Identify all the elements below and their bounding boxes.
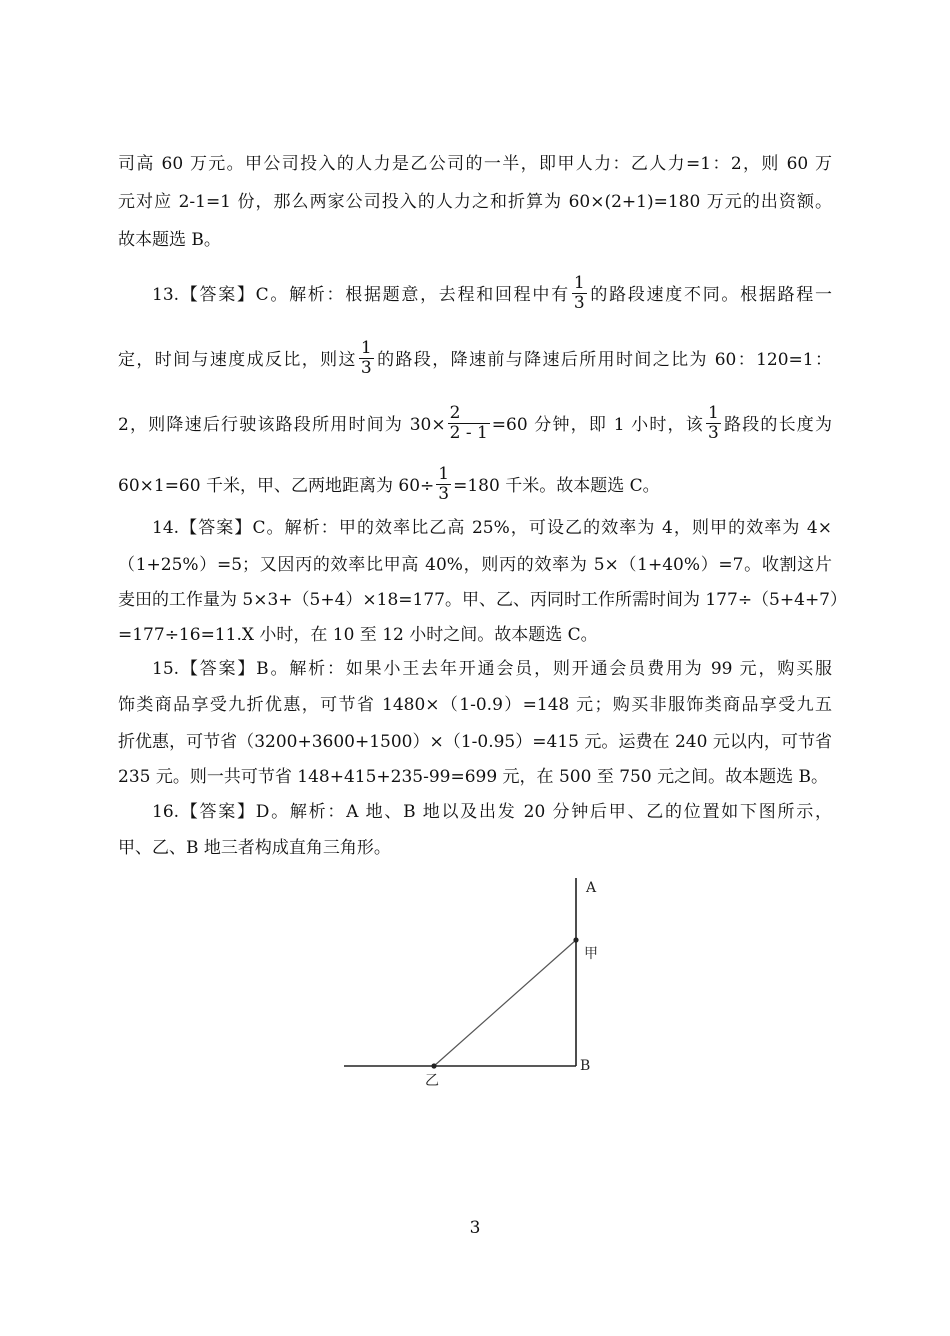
- text-segment: 13.【答案】C。解析：根据题意，去程和回程中有: [152, 285, 570, 305]
- text-segment: =180 千米。故本题选 C。: [453, 476, 660, 496]
- fraction-one-third: $\frac{1}{3}$: [438, 464, 450, 504]
- text-line: （1+25%）=5；又因丙的效率比甲高 40%，则丙的效率为 5×（1+40%）=7。收割这片: [118, 555, 832, 575]
- text-segment: 的路段，降速前与降速后所用时间之比为 60：120=1：: [375, 350, 832, 370]
- text-line: 元对应 2-1=1 份，那么两家公司投入的人力之和折算为 60×(2+1)=180 万元的出资额。: [118, 192, 832, 212]
- text-line: 16.【答案】D。解析：A 地、B 地以及出发 20 分钟后甲、乙的位置如下图所示，: [152, 802, 832, 822]
- hypotenuse-line: [434, 940, 576, 1066]
- text-line: 麦田的工作量为 5×3+（5+4）×18=177。甲、乙、丙同时工作所需时间为 177÷（5+4+7）: [118, 590, 847, 610]
- fraction-one-third: $\frac{1}{3}$: [707, 403, 719, 443]
- text-line: 14.【答案】C。解析：甲的效率比乙高 25%，可设乙的效率为 4，则甲的效率为 4×: [152, 518, 832, 538]
- label-yi: 乙: [425, 1073, 439, 1089]
- text-segment: 60×1=60 千米，甲、乙两地距离为 60÷: [118, 476, 435, 496]
- text-segment: =60 分钟，即 1 小时，该: [491, 415, 704, 435]
- text-segment: 2，则降速后行驶该路段所用时间为 30×: [118, 415, 446, 435]
- label-b: B: [580, 1058, 591, 1074]
- text-line: =177÷16=11.X 小时，在 10 至 12 小时之间。故本题选 C。: [118, 625, 598, 645]
- q13-line-1: [152, 273, 833, 313]
- fraction-one-third: $\frac{1}{3}$: [360, 338, 372, 378]
- text-line: 甲、乙、B 地三者构成直角三角形。: [118, 838, 391, 858]
- text-line: 折优惠，可节省（3200+3600+1500）×（1-0.95）=415 元。运费在 240 元以内，可节省: [118, 732, 832, 752]
- right-triangle-diagram: [330, 870, 610, 1090]
- q13-line-2: [118, 338, 832, 378]
- text-line: 15.【答案】B。解析：如果小王去年开通会员，则开通会员费用为 99 元，购买服: [152, 659, 832, 679]
- q13-line-4: [118, 464, 832, 504]
- q13-line-3: [118, 403, 833, 443]
- label-jia: 甲: [584, 946, 598, 962]
- fraction-one-third: $\frac{1}{3}$: [573, 273, 585, 313]
- yi-point: [431, 1063, 436, 1068]
- text-line: 故本题选 B。: [118, 230, 221, 250]
- text-segment: 定，时间与速度成反比，则这: [118, 350, 357, 370]
- label-a: A: [586, 880, 597, 896]
- text-line: 饰类商品享受九折优惠，可节省 1480×（1-0.9）=148 元；购买非服饰类商品享受九五: [118, 695, 832, 715]
- text-line: 235 元。则一共可节省 148+415+235-99=699 元，在 500 至 750 元之间。故本题选 B。: [118, 767, 828, 787]
- fraction-two-over-two-minus-one: $\frac{2}{2 - 1}$: [449, 403, 488, 443]
- text-line: 司高 60 万元。甲公司投入的人力是乙公司的一半，即甲人力：乙人力=1：2，则 60 万: [118, 154, 832, 174]
- jia-point: [573, 937, 578, 942]
- text-segment: 路段的长度为: [722, 415, 833, 435]
- text-segment: 的路段速度不同。根据路程一: [588, 285, 833, 305]
- page-number: 3: [469, 1218, 481, 1238]
